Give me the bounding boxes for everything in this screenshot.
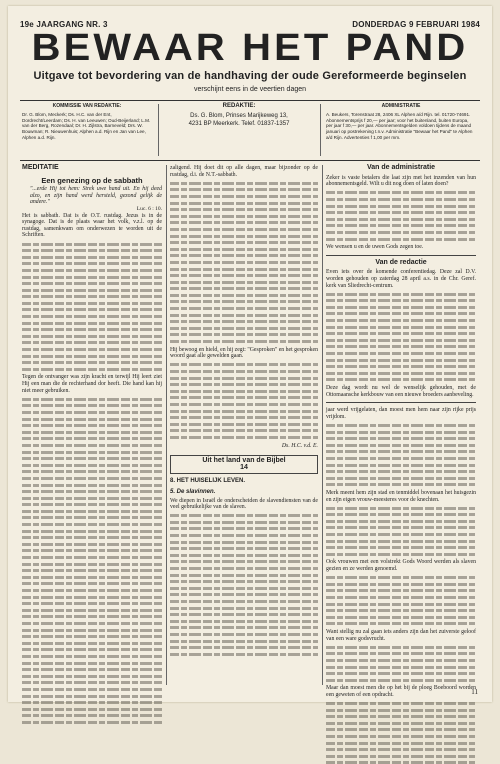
meditatie-quote: "...erde Hij tot hem: Strek uwe hand uit. En hij deed alzo, en zijn hand werd hersteld, gezond gelijk de andere." bbox=[30, 186, 162, 206]
redactie-note-rule bbox=[326, 402, 476, 403]
middle-body bbox=[170, 182, 318, 343]
redactie-note-paragraph: Deze dag wordt nu wel de wenselijk gehouden, met de Ottomaansche kerkbouw van een nieuwe broeders aanbeveling. bbox=[326, 385, 476, 398]
right-paragraph: Ook vrouwen met een volstrekt Gods Woord werden als slaven gezien en ze werden genoemd. bbox=[326, 559, 476, 573]
meditatie-column bbox=[22, 165, 162, 685]
admin-paragraph: We wensen u en de uwen Gods zegen toe. bbox=[326, 244, 424, 251]
right-body bbox=[326, 646, 476, 682]
section-rule bbox=[20, 160, 480, 161]
meditatie-body bbox=[22, 243, 162, 371]
bible-land-box bbox=[170, 455, 318, 474]
administratie-heading: ADMINISTRATIE bbox=[381, 103, 421, 109]
meditatie-ref: Luc. 6 : 10. bbox=[136, 205, 162, 212]
header-rule bbox=[20, 100, 480, 101]
issue-date: DONDERDAG 9 FEBRUARI 1984 bbox=[352, 20, 480, 29]
redactie-box bbox=[164, 104, 314, 156]
redactie-city: 4231 BP Meerkerk. Telef. 01837-1357 bbox=[188, 120, 290, 127]
redactie-note-body bbox=[326, 293, 476, 382]
commissie-box bbox=[22, 104, 152, 156]
meditatie-title: Een genezing op de sabbath bbox=[41, 175, 143, 185]
bible-land-subtitle: 5. De slavinnen. bbox=[170, 488, 216, 495]
meditatie-paragraph: Tegen de ontvanger was zijn kracht en terwijl Hij leert ziet Hij een man die de rechterhand dor heeft. Die hand kan hij niet meer gebruiken. bbox=[22, 374, 162, 394]
right-body bbox=[326, 507, 476, 556]
bible-land-title: 8. HET HUISELIJK LEVEN. bbox=[170, 478, 246, 485]
middle-paragraph: Hij bewoog en hield, en hij zegt: "Gesproken" en het gesproken woord gaat alle gewelden gaan. bbox=[170, 346, 318, 360]
column-divider bbox=[322, 165, 323, 685]
middle-paragraph: We diepen in Israël de onderscheiden de slavendiensten van de veel gebruikelijke van de slaven. bbox=[170, 497, 318, 511]
redactie-heading: REDAKTIE: bbox=[222, 103, 256, 109]
commissie-heading: KOMMISSIE VAN REDAKTIE: bbox=[52, 103, 122, 109]
admin-rule bbox=[326, 255, 476, 256]
middle-body bbox=[170, 514, 318, 655]
right-body bbox=[326, 702, 476, 764]
masthead-subtitle: Uitgave tot bevordering van de handhaving der oude Gereformeerde beginselen bbox=[33, 70, 467, 82]
meditatie-signature: Ds. H.C. v.d. E. bbox=[281, 442, 318, 449]
bible-land-heading: Uit het land van de Bijbel bbox=[202, 457, 286, 465]
right-paragraph: jaar werd vrijgelaten, dan moest men hem naar zijn rijke prijs vrijdom. bbox=[326, 407, 476, 420]
commissie-text: Dr. G. Blom, Meckerk; Ds. H.C. van der Ent, Dordrecht/Leerdam; Ds. H. van Leeuwen; Oud-Beijerland; L.M. van der Berg, Rozendaal; Dr. H. Zijlstra, Barneveld; Drs. W. Bouwman; R. Nieuwenhuis; Alphen a.d. Rijn en Jan van Lee, Alphen a.d. Rijn. bbox=[22, 111, 151, 140]
masthead: BEWAAR HET PAND bbox=[31, 27, 469, 69]
redactie-address: Ds. G. Blom, Prinses Marijkeweg 13, bbox=[190, 112, 288, 119]
right-paragraph: Maar dan moest men die op het bij de ploeg Boeboord worden een geweten of een opdracht. bbox=[326, 685, 476, 698]
admin-paragraph: Zeker is vaste betalers die laat zijn met het inzenden van hun abonnementsgeld. Wilt u dit nog doen of laten doen? bbox=[326, 174, 476, 188]
administratie-text: A. Beukers, Torenstraat 28, 2406 XL Alphen a/d Rijn. tel. 01720-74691. Abonnementsprijs f 20,— per jaar; voor het buitenland, buiten Europa, per jaar f 30,— per jaar. Abonnementsgelden voldoen tijdens de maand januari op postrekening t.n.v. Administratie "Bewaar het Pand" te Alphen a/d Rijn. Advertenties f 1,00 per mm. bbox=[326, 111, 473, 140]
meditatie-section: MEDITATIE bbox=[22, 164, 59, 171]
admin-heading: Van de administratie bbox=[366, 164, 436, 171]
middle-column bbox=[170, 165, 318, 685]
administratie-box bbox=[326, 104, 476, 156]
meditatie-body bbox=[22, 398, 162, 724]
right-paragraph: Want stellig nu zal gaan iets anders zijn dan het zuiverste geloof van een ware godsvrucht. bbox=[326, 628, 476, 642]
divider bbox=[158, 104, 159, 156]
right-body bbox=[326, 576, 476, 625]
divider bbox=[320, 104, 321, 156]
admin-body bbox=[326, 191, 476, 240]
bible-land-number: 14 bbox=[240, 463, 248, 471]
redactie-note-paragraph: Even iets over de komende conferentiedag. Deze zal D.V. worden gehouden op zaterdag 28 april a.s. in de Chr. Geref. kerk van Sliedrecht-centrum. bbox=[326, 269, 476, 289]
middle-body bbox=[170, 363, 318, 439]
right-paragraph: Merk meent hem zijn stad en tenmiddel bovenaan het huisgezin en zijn eigen vrouw-meesteres voor de knechten. bbox=[326, 489, 476, 503]
issue-number: 19e JAARGANG NR. 3 bbox=[20, 20, 108, 29]
meditatie-paragraph: Het is sabbath. Dat is de O.T. rustdag. Jezus is in de synagoge. Dat is de plaats waar het volk, v.z.l. op de rustdag, samenkwam om onderwezen te worden uit de Schriften. bbox=[22, 212, 162, 239]
column-divider bbox=[166, 165, 167, 685]
frequency-line: verschijnt eens in de veertien dagen bbox=[193, 86, 307, 93]
right-body bbox=[326, 424, 476, 486]
page-number: 11 bbox=[471, 688, 478, 696]
middle-paragraph: zaligend. Hij doet dit op alle dagen, maar bijzonder op de rustdag, d.i. de N.T.-sabbath. bbox=[170, 165, 318, 178]
redactie-note-heading: Van de redactie bbox=[375, 258, 427, 266]
